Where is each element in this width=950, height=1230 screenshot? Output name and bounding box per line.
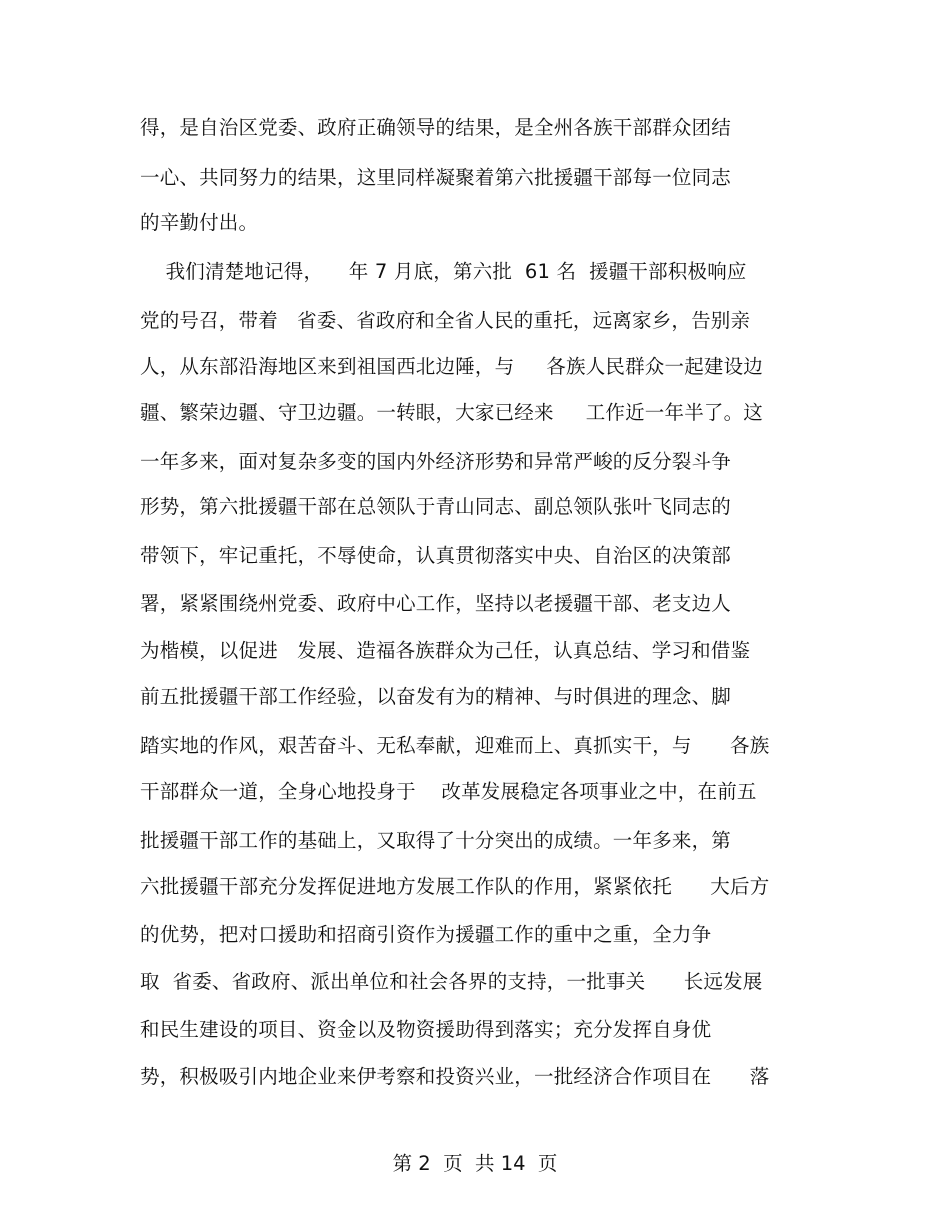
text-line: 的辛勤付出。	[140, 211, 259, 234]
text-line: 一心、共同努力的结果，这里同样凝聚着第六批援疆干部每一位同志	[140, 166, 732, 189]
text-line: 带领下，牢记重托，不辱使命，认真贯彻落实中央、自治区的决策部	[140, 544, 732, 567]
text-line: 得，是自治区党委、政府正确领导的结果，是全州各族干部群众团结	[140, 116, 732, 139]
text-line: 六批援疆干部充分发挥促进地方发展工作队的作用，紧紧依托 大后方	[140, 875, 770, 898]
text-line: 踏实地的作风，艰苦奋斗、无私奉献，迎难而上、真抓实干，与 各族	[140, 734, 770, 757]
text-line: 形势，第六批援疆干部在总领队于青山同志、副总领队张叶飞同志的	[140, 495, 732, 518]
text-line: 为楷模，以促进 发展、造福各族群众为己任，认真总结、学习和借鉴	[140, 639, 751, 662]
text-line: 署，紧紧围绕州党委、政府中心工作，坚持以老援疆干部、老支边人	[140, 592, 732, 615]
text-line: 势，积极吸引内地企业来伊考察和投资兴业，一批经济合作项目在 落	[140, 1065, 770, 1088]
text-line: 批援疆干部工作的基础上，又取得了十分突出的成绩。一年多来，第	[140, 829, 732, 852]
text-line: 党的号召，带着 省委、省政府和全省人民的重托，远离家乡，告别亲	[140, 309, 751, 332]
text-line: 一年多来，面对复杂多变的国内外经济形势和异常严峻的反分裂斗争	[140, 450, 732, 473]
page-footer: 第 2 页 共 14 页	[392, 1152, 558, 1175]
text-line: 干部群众一道，全身心地投身于 改革发展稳定各项事业之中，在前五	[140, 780, 757, 803]
text-line: 和民生建设的项目、资金以及物资援助得到落实；充分发挥自身优	[140, 1018, 712, 1041]
text-line: 疆、繁荣边疆、守卫边疆。一转眼，大家已经来 工作近一年半了。这	[140, 401, 763, 424]
text-line: 我们清楚地记得， 年 7 月底，第六批 61 名 援疆干部积极响应	[140, 260, 747, 283]
text-line: 人，从东部沿海地区来到祖国西北边陲，与 各族人民群众一起建设边	[140, 355, 763, 378]
text-line: 取 省委、省政府、派出单位和社会各界的支持，一批事关 长远发展	[140, 970, 763, 993]
text-line: 的优势，把对口援助和招商引资作为援疆工作的重中之重，全力争	[140, 923, 712, 946]
text-line: 前五批援疆干部工作经验，以奋发有为的精神、与时俱进的理念、脚	[140, 685, 732, 708]
